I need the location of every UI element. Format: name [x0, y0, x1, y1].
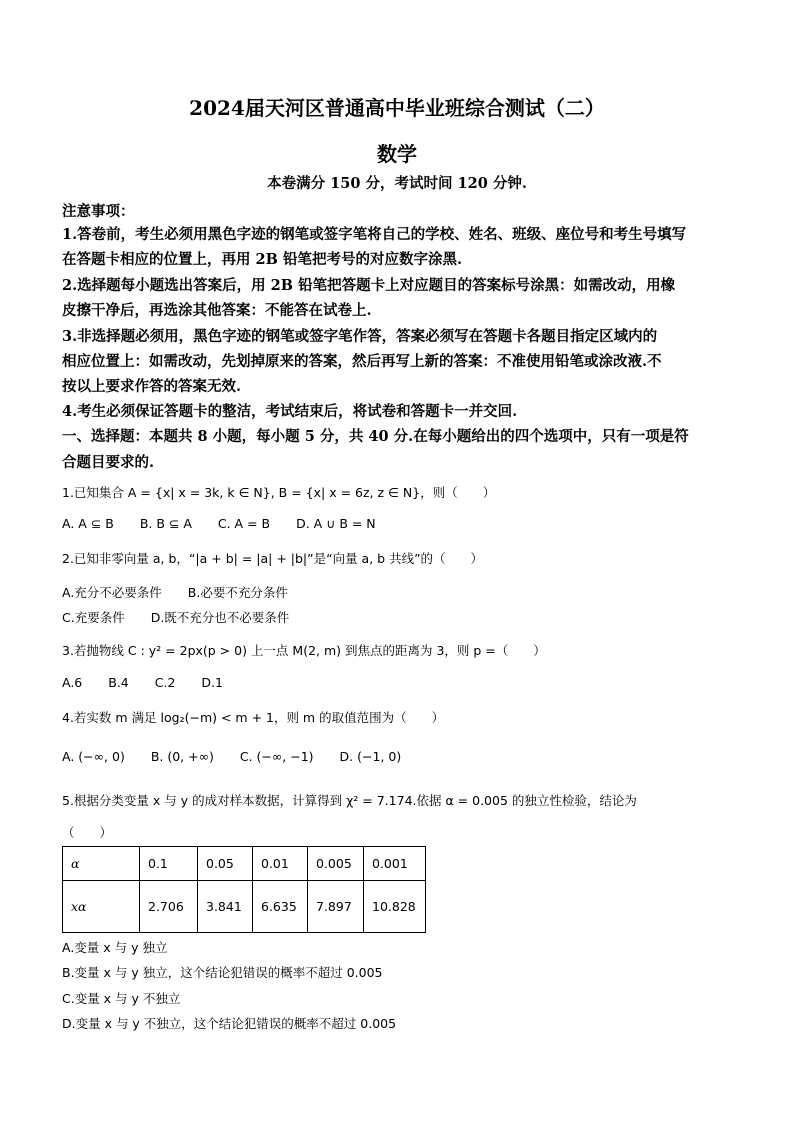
option-c: C.2	[154, 675, 176, 690]
option-c: C. A = B	[217, 516, 271, 531]
question-5-stem-cont: （ ）	[62, 825, 113, 840]
table-row-head: xα	[63, 881, 140, 933]
full-score-info: 本卷满分 150 分，考试时间 120 分钟.	[267, 175, 527, 192]
question-1-stem: 1.已知集合 A = {x| x = 3k, k ∈ N}, B = {x| x = 6z, z ∈ N}，则（ ）	[62, 485, 496, 500]
critical-value-table	[62, 846, 426, 933]
notes-line: 在答题卡相应的位置上，再用 2B 铅笔把考号的对应数字涂黑.	[62, 251, 462, 268]
table-cell: 10.828	[364, 881, 426, 933]
option-d: D.既不充分也不必要条件	[150, 610, 290, 625]
table-cell: 0.05	[198, 847, 253, 881]
option-a: A.充分不必要条件	[62, 585, 162, 600]
question-5-option-a: A.变量 x 与 y 独立	[62, 940, 168, 955]
option-a: A. (−∞, 0)	[62, 749, 125, 764]
section-heading-cont: 合题目要求的.	[62, 454, 155, 471]
question-3-stem: 3.若抛物线 C : y² = 2px(p > 0) 上一点 M(2, m) 到焦点的距离为 3，则 p =（ ）	[62, 643, 546, 658]
section-heading: 一、选择题：本题共 8 小题，每小题 5 分，共 40 分.在每小题给出的四个选项中，只有一项是符	[62, 428, 689, 445]
notes-line: 3.非选择题必须用，黑色字迹的钢笔或签字笔作答，答案必须写在答题卡各题目指定区域内的	[62, 328, 658, 345]
question-5-option-b: B.变量 x 与 y 独立，这个结论犯错误的概率不超过 0.005	[62, 965, 383, 980]
table-cell: 0.005	[308, 847, 364, 881]
exam-title: 2024届天河区普通高中毕业班综合测试（二）	[189, 96, 605, 120]
question-2-stem: 2.已知非零向量 a, b，“|a + b| = |a| + |b|”是“向量 a, b 共线”的（ ）	[62, 551, 484, 566]
option-c: C.充要条件	[62, 610, 125, 625]
option-d: D.1	[201, 675, 223, 690]
table-cell: 0.01	[253, 847, 308, 881]
question-5-option-d: D.变量 x 与 y 不独立，这个结论犯错误的概率不超过 0.005	[62, 1016, 397, 1031]
table-cell: 0.001	[364, 847, 426, 881]
notes-heading: 注意事项：	[62, 203, 135, 220]
question-1-options	[62, 516, 398, 531]
subject-title: 数学	[377, 142, 417, 166]
option-a: A. A ⊆ B	[62, 516, 114, 531]
question-3-options	[62, 675, 245, 690]
table-row-head: α	[63, 847, 140, 881]
option-b: B.4	[108, 675, 129, 690]
question-5-stem: 5.根据分类变量 x 与 y 的成对样本数据，计算得到 χ² = 7.174.依据 α = 0.005 的独立性检验，结论为	[62, 793, 637, 808]
table-cell: 0.1	[140, 847, 198, 881]
notes-line: 4.考生必须保证答题卡的整洁，考试结束后，将试卷和答题卡一并交回.	[62, 403, 518, 420]
notes-line: 皮擦干净后，再选涂其他答案：不能答在试卷上.	[62, 302, 372, 319]
notes-line: 按以上要求作答的答案无效.	[62, 378, 242, 395]
table-cell: 3.841	[198, 881, 253, 933]
notes-line: 2.选择题每小题选出答案后，用 2B 铅笔把答题卡上对应题目的答案标号涂黑：如需改动，用橡	[62, 277, 676, 294]
notes-line: 相应位置上：如需改动，先划掉原来的答案，然后再写上新的答案：不准使用铅笔或涂改液.不	[62, 353, 662, 370]
table-row	[63, 847, 426, 881]
option-c: C. (−∞, −1)	[239, 749, 314, 764]
notes-line: 1.答卷前，考生必须用黑色字迹的钢笔或签字笔将自己的学校、姓名、班级、座位号和考生号填写	[62, 226, 687, 243]
question-2-options-row1	[62, 583, 310, 601]
option-d: D. A ∪ B = N	[296, 516, 376, 531]
table-cell: 2.706	[140, 881, 198, 933]
question-4-options	[62, 749, 423, 764]
table-row	[63, 881, 426, 933]
table-cell: 6.635	[253, 881, 308, 933]
option-d: D. (−1, 0)	[339, 749, 402, 764]
option-b: B. (0, +∞)	[150, 749, 214, 764]
question-2-options-row2	[62, 608, 311, 626]
question-5-option-c: C.变量 x 与 y 不独立	[62, 991, 181, 1006]
option-b: B.必要不充分条件	[187, 585, 288, 600]
option-a: A.6	[62, 675, 83, 690]
table-cell: 7.897	[308, 881, 364, 933]
option-b: B. B ⊆ A	[139, 516, 192, 531]
question-4-stem: 4.若实数 m 满足 log₂(−m) < m + 1，则 m 的取值范围为（ ）	[62, 710, 445, 725]
